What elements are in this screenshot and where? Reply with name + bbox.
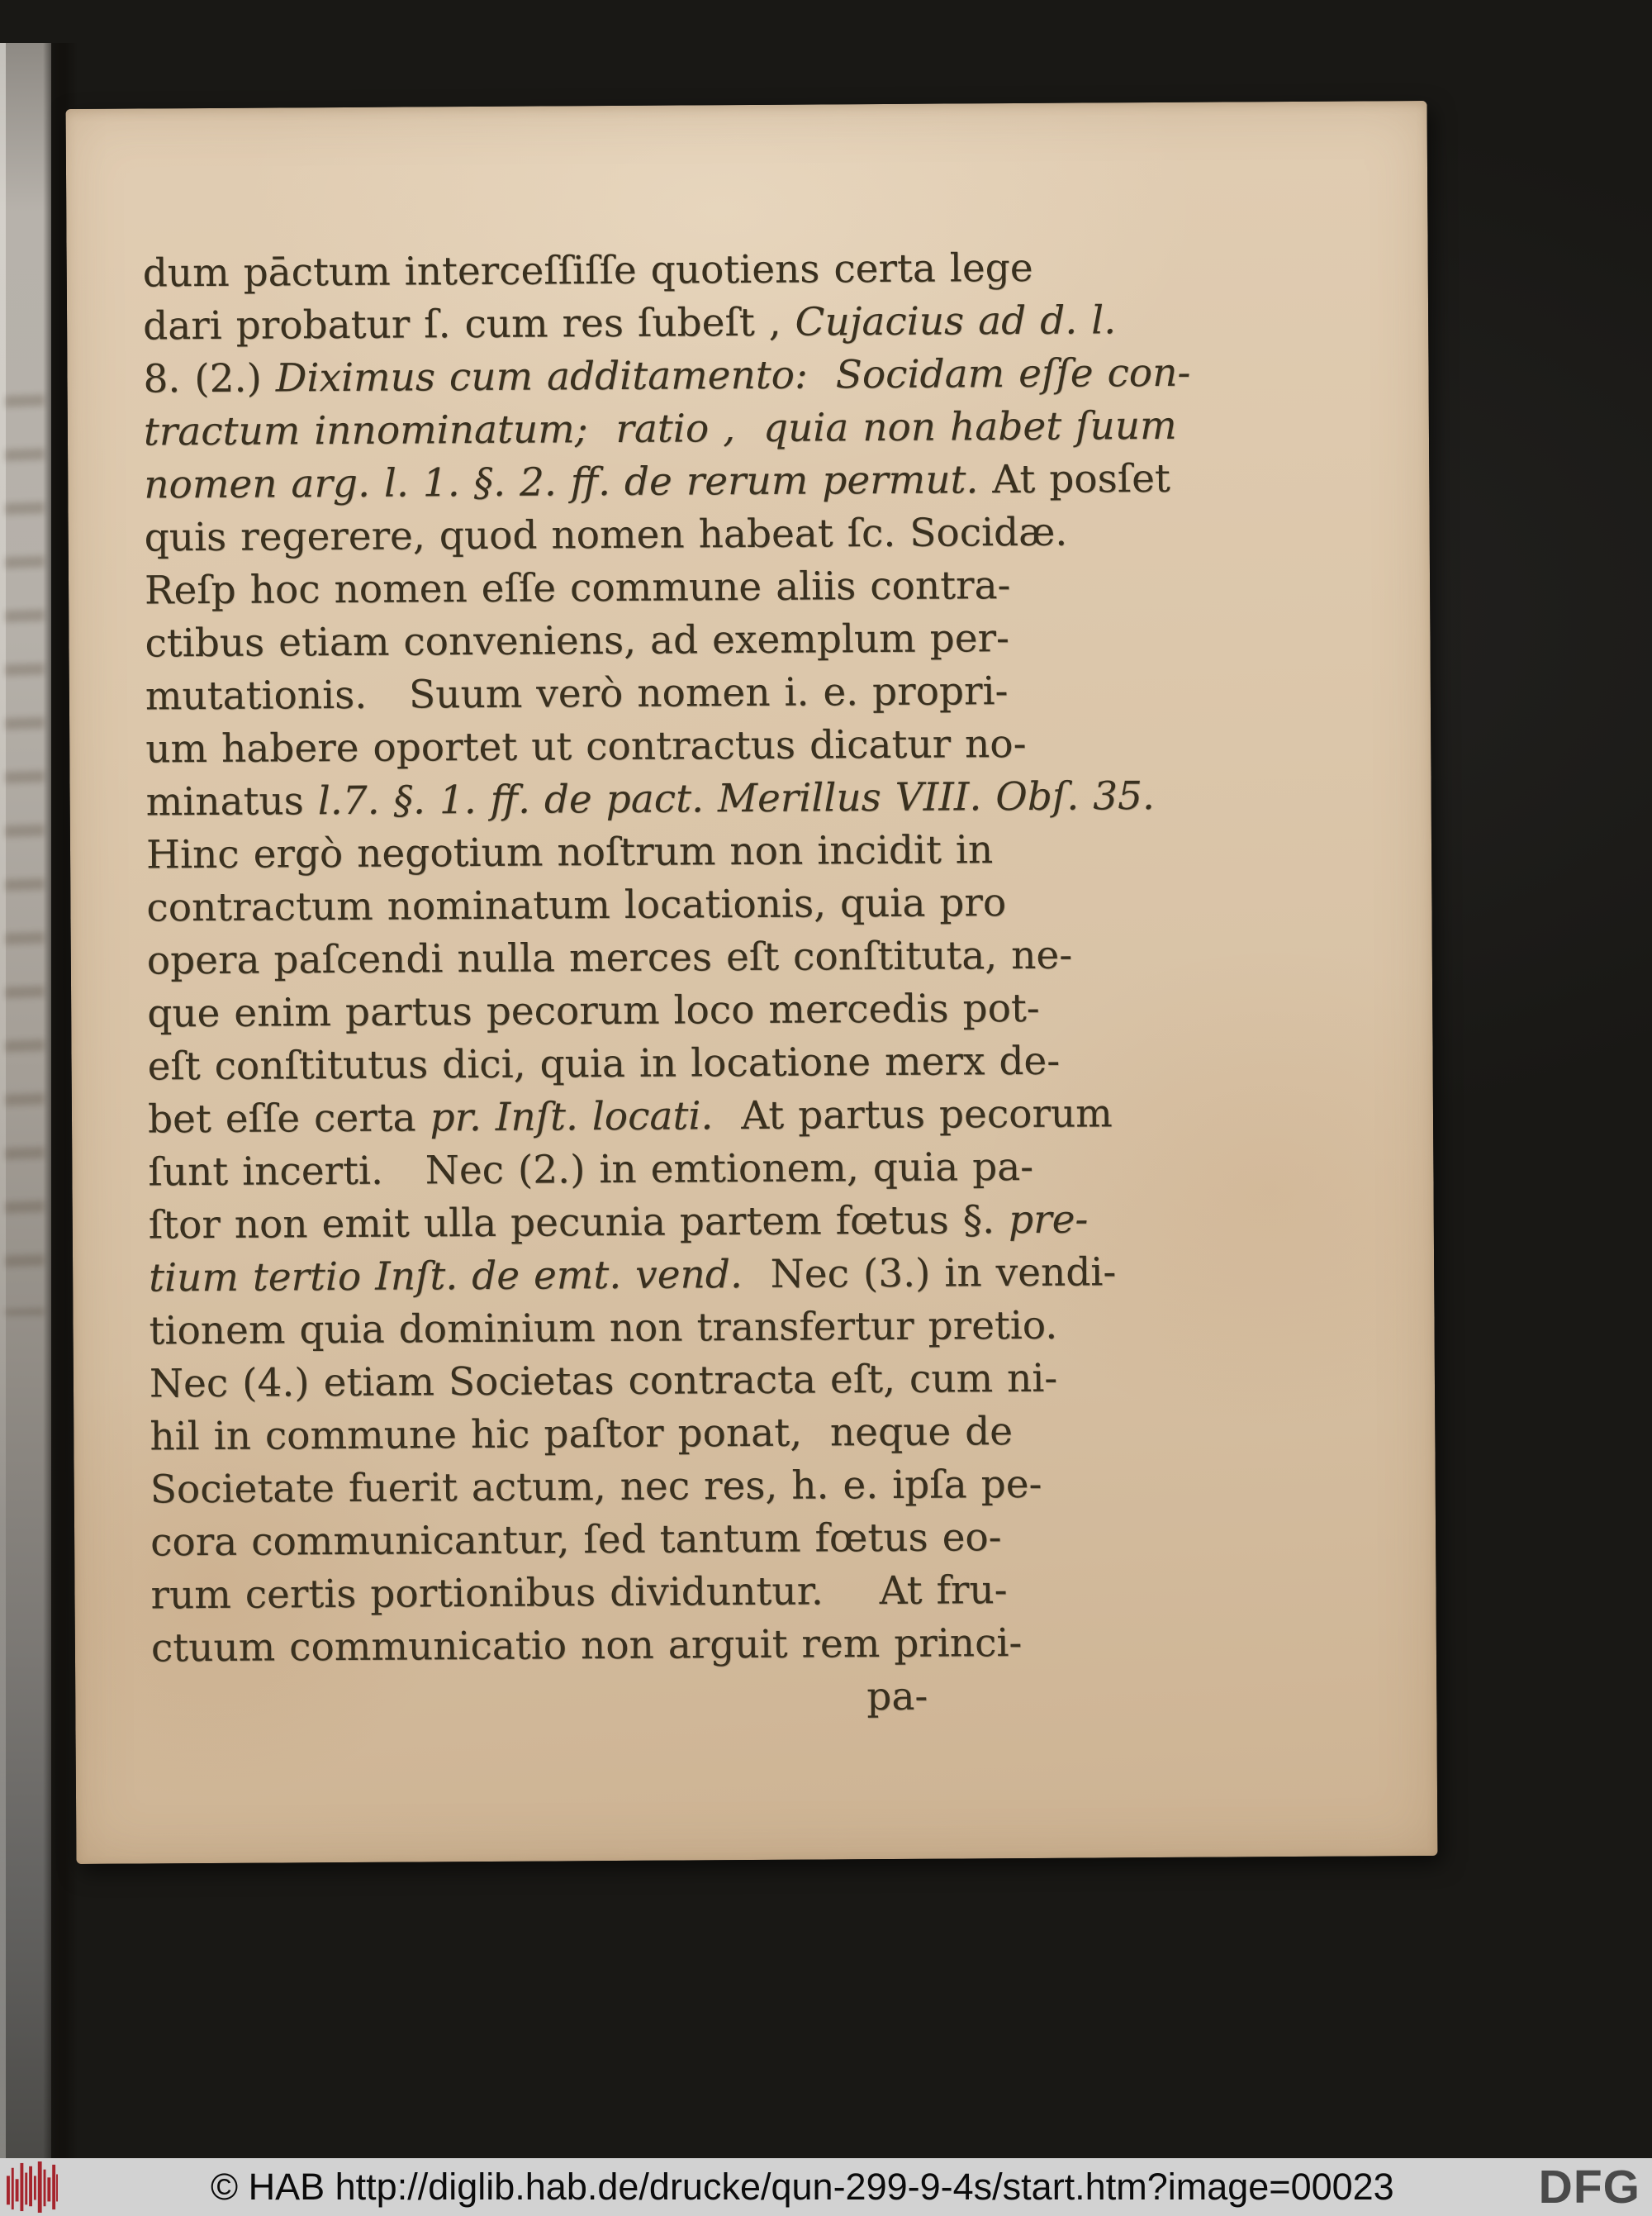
- footer-bar: [0, 2158, 1652, 2216]
- text-line: minatus l.7. §. 1. ff. de pact. Merillus VIII. Obſ. 35.: [145, 773, 1156, 825]
- dfg-logo: DFG: [1538, 2161, 1640, 2214]
- text-line: tractum innominatum; ratio , quia non habet ſuum: [143, 402, 1177, 455]
- text-line: cora communicantur, ſed tantum fœtus eo-: [150, 1515, 1002, 1566]
- text-line: Reſp hoc nomen eſſe commune aliis contra-: [144, 563, 1011, 614]
- text-line: nomen arg. l. 1. §. 2. ff. de rerum permut. At posſet: [144, 455, 1171, 508]
- text-line: opera paſcendi nulla merces eſt conſtituta, ne-: [146, 932, 1073, 984]
- text-line: dum pāctum interceſſiſſe quotiens certa lege: [142, 245, 1033, 297]
- text-line: Societate fuerit actum, nec res, h. e. ipſa pe-: [150, 1461, 1042, 1513]
- text-line: rum certis portionibus dividuntur. At fru-: [150, 1567, 1008, 1619]
- catchword: pa-: [866, 1673, 928, 1720]
- text-line: um habere oportet ut contractus dicatur no-: [145, 720, 1027, 773]
- text-line: que enim partus pecorum loco mercedis pot-: [147, 985, 1040, 1037]
- hab-barcode-icon: [7, 2161, 58, 2213]
- text-line: Nec (4.) etiam Societas contracta eſt, cum ni-: [149, 1355, 1058, 1407]
- text-line: quis regerere, quod nomen habeat ſc. Socidæ.: [144, 509, 1068, 561]
- text-line: tium tertio Inſt. de emt. vend. Nec (3.) in vendi-: [149, 1249, 1117, 1301]
- book-page: [66, 101, 1438, 1864]
- text-line: ctibus etiam conveniens, ad exemplum per-: [145, 616, 1010, 667]
- copyright-text: © HAB http://diglib.hab.de/drucke/qun-299-9-4s/start.htm?image=00023: [210, 2166, 1394, 2208]
- text-line: ctuum communicatio non arguit rem princi-: [150, 1620, 1023, 1672]
- text-line: eſt conſtitutus dici, quia in locatione merx de-: [147, 1038, 1061, 1090]
- text-line: 8. (2.) Diximus cum additamento: Socidam eſſe con-: [143, 350, 1191, 402]
- page-text: [142, 241, 1191, 1728]
- text-line: dari probatur ſ. cum res ſubeſt , Cujacius ad d. l.: [142, 297, 1117, 350]
- text-line: Hinc ergò negotium noſtrum non incidit in: [145, 827, 994, 878]
- text-line: mutationis. Suum verò nomen i. e. propri-: [145, 668, 1009, 720]
- text-line: bet eſſe certa pr. Inſt. locati. At partus pecorum: [147, 1091, 1113, 1143]
- text-line: hil in commune hic paſtor ponat, neque de: [150, 1409, 1014, 1460]
- text-line: ſtor non emit ulla pecunia partem fœtus §. pre-: [148, 1196, 1089, 1248]
- text-line: contractum nominatum locationis, quia pro: [146, 880, 1007, 931]
- text-line: ſunt incerti. Nec (2.) in emtionem, quia pa-: [148, 1144, 1034, 1196]
- text-line: tionem quia dominium non transfertur pretio.: [149, 1302, 1058, 1354]
